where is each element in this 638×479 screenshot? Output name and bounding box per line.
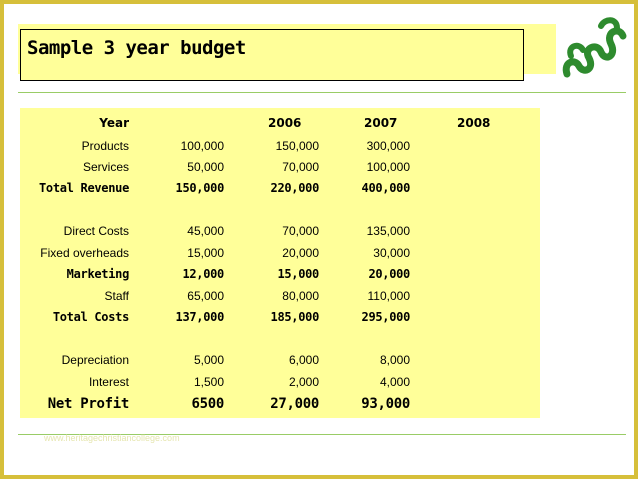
cell-2006-depreciation: 5,000 (193, 353, 224, 367)
cell-2008-services: 100,000 (366, 160, 410, 174)
cell-2007-depreciation: 6,000 (288, 353, 319, 367)
cell-2007-interest: 2,000 (288, 375, 319, 389)
cell-2007-total-revenue: 220,000 (270, 181, 319, 195)
row-label-services: Services (82, 160, 129, 174)
cell-2008-direct-costs: 135,000 (366, 224, 410, 238)
cell-2008-interest: 4,000 (379, 375, 410, 389)
cell-2008-total-costs: 295,000 (361, 310, 410, 324)
top-divider (18, 92, 626, 93)
cell-2007-direct-costs: 70,000 (282, 224, 319, 238)
cell-2007-staff: 80,000 (282, 289, 319, 303)
green-squiggle-logo-icon (561, 12, 631, 84)
row-label-products: Products (81, 139, 129, 153)
cell-2008-net-profit: 93,000 (361, 396, 410, 412)
cell-2006-total-costs: 137,000 (175, 310, 224, 324)
row-label-marketing: Marketing (66, 267, 129, 281)
title-box (20, 29, 524, 81)
row-label-depreciation: Depreciation (61, 353, 129, 367)
cell-2007-fixed-overheads: 20,000 (282, 246, 319, 260)
cell-2006-interest: 1,500 (193, 375, 224, 389)
cell-2007-services: 70,000 (282, 160, 319, 174)
cell-2006-fixed-overheads: 15,000 (187, 246, 224, 260)
cell-2006-total-revenue: 150,000 (175, 181, 224, 195)
cell-2006-net-profit: 6500 (191, 396, 224, 412)
cell-2008-staff: 110,000 (367, 289, 410, 303)
row-label-interest: Interest (88, 375, 129, 389)
column-header-2008: 2008 (457, 116, 491, 130)
cell-2008-depreciation: 8,000 (379, 353, 410, 367)
cell-2008-marketing: 20,000 (368, 267, 410, 281)
cell-2008-fixed-overheads: 30,000 (373, 246, 410, 260)
row-label-direct-costs: Direct Costs (63, 224, 129, 238)
cell-2008-total-revenue: 400,000 (361, 181, 410, 195)
cell-2007-products: 150,000 (275, 139, 319, 153)
row-label-fixed-overheads: Fixed overheads (40, 246, 129, 260)
cell-2006-staff: 65,000 (187, 289, 224, 303)
budget-table (20, 108, 540, 418)
cell-2007-net-profit: 27,000 (270, 396, 319, 412)
slide-title: Sample 3 year budget (27, 37, 246, 59)
cell-2007-marketing: 15,000 (277, 267, 319, 281)
cell-2007-total-costs: 185,000 (270, 310, 319, 324)
cell-2006-products: 100,000 (180, 139, 224, 153)
row-label-net-profit: Net Profit (47, 396, 129, 412)
column-header-year: Year (99, 116, 129, 130)
watermark-text: www.heritagechristiancollege.com (44, 433, 180, 443)
cell-2006-services: 50,000 (187, 160, 224, 174)
row-label-staff: Staff (104, 289, 129, 303)
row-label-total-costs: Total Costs (52, 310, 129, 324)
cell-2006-marketing: 12,000 (182, 267, 224, 281)
cell-2006-direct-costs: 45,000 (187, 224, 224, 238)
column-header-2007: 2007 (364, 116, 398, 130)
cell-2008-products: 300,000 (366, 139, 410, 153)
column-header-2006: 2006 (268, 116, 302, 130)
row-label-total-revenue: Total Revenue (38, 181, 129, 195)
